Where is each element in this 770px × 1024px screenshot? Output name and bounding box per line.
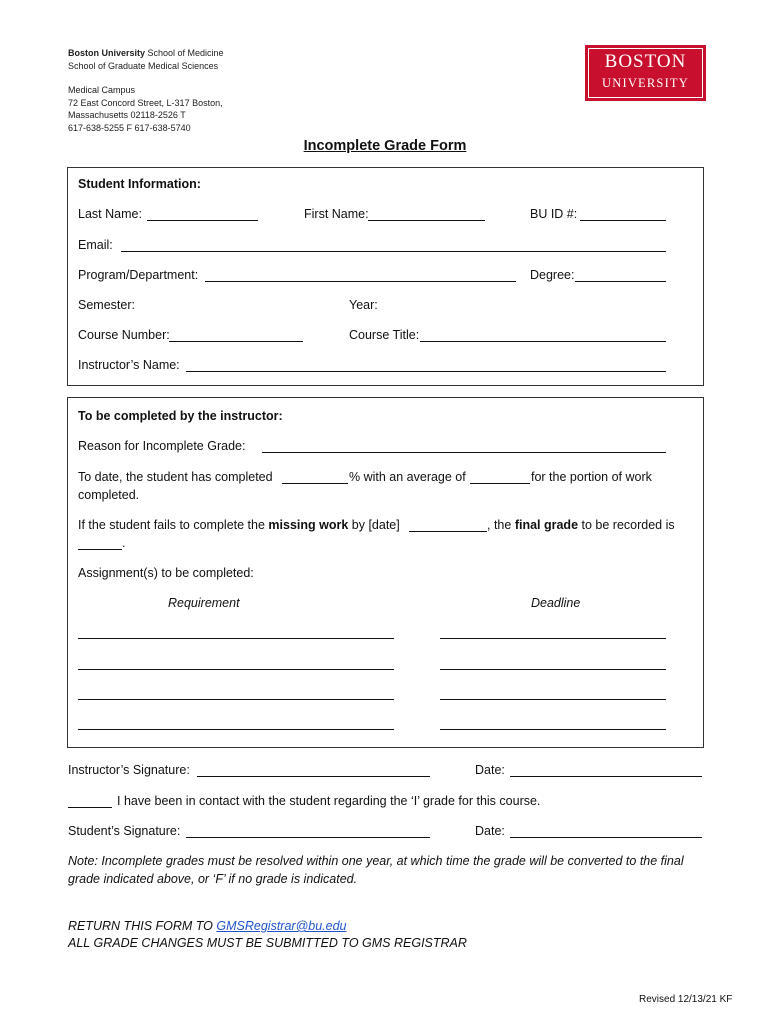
registrar-email-link[interactable]: GMSRegistrar@bu.edu [216,919,347,933]
return-line [68,919,347,934]
email-field[interactable] [121,238,666,252]
fail-line-2 [487,518,675,533]
student-signature-label: Student’s Signature: [68,824,181,838]
date-label-2: Date: [475,824,505,838]
boston-university-logo [585,45,706,101]
fail-end: . [122,536,126,550]
contact-statement: I have been in contact with the student regarding the ‘I’ grade for this course. [117,794,541,808]
fail-text-4: to be recorded is [581,518,675,532]
requirement-field-3[interactable] [78,686,394,700]
completed-text-4: completed. [78,488,140,502]
percent-field[interactable] [282,470,348,484]
semester-field[interactable] [140,298,290,313]
fail-line [78,518,400,533]
instructor-signature-field[interactable] [197,763,430,777]
deadline-field-4[interactable] [440,716,666,730]
first-name-label: First Name: [304,207,369,221]
degree-label: Degree: [530,268,575,282]
state-line: Massachusetts 02118-2526 T [68,110,186,120]
logo-line1: BOSTON [604,51,687,72]
contact-initials-field[interactable] [68,794,112,808]
fail-text-1: If the student fails to complete the [78,518,265,532]
date-field-2[interactable] [510,824,702,838]
street-line: 72 East Concord Street, L-317 Boston, [68,97,223,108]
final-grade-field[interactable] [78,536,122,550]
course-number-label: Course Number: [78,328,170,342]
completed-text-3: for the portion of work [531,470,652,484]
year-field[interactable] [384,298,494,313]
requirement-field-4[interactable] [78,716,394,730]
date-field-1[interactable] [510,763,702,777]
course-title-label: Course Title: [349,328,420,342]
deadline-field-2[interactable] [440,656,666,670]
requirement-field-2[interactable] [78,656,394,670]
requirement-heading: Requirement [168,596,240,610]
revised-date: Revised 12/13/21 KF [639,994,733,1005]
program-label: Program/Department: [78,268,199,282]
degree-field[interactable] [575,268,666,282]
final-grade-bold: final grade [514,518,579,532]
program-field[interactable] [205,268,516,282]
requirement-field-1[interactable] [78,625,394,639]
year-label: Year: [349,298,378,312]
deadline-heading: Deadline [531,596,581,610]
average-field[interactable] [470,470,530,484]
instructor-section-heading: To be completed by the instructor: [78,409,283,423]
date-label-1: Date: [475,763,505,777]
bu-id-field[interactable] [580,207,666,221]
reason-label: Reason for Incomplete Grade: [78,439,246,453]
completed-text-2: % with an average of [349,470,466,484]
campus-line: Medical Campus [68,85,136,95]
note-line-1: Note: Incomplete grades must be resolved within one year, at which time the grade will be converted to the final [68,854,684,868]
reason-field[interactable] [262,439,666,453]
instructor-name-label: Instructor’s Name: [78,358,180,372]
fail-text-2: by [date] [351,518,400,532]
semester-label: Semester: [78,298,135,312]
school-line: School of Graduate Medical Sciences [68,60,219,71]
instructor-signature-label: Instructor’s Signature: [68,763,190,777]
assignments-label: Assignment(s) to be completed: [78,566,254,580]
last-name-field[interactable] [147,207,258,221]
phone-line: 617-638-5255 F 617-638-5740 [68,122,191,133]
deadline-field-1[interactable] [440,625,666,639]
student-info-heading: Student Information: [78,177,201,191]
form-title: Incomplete Grade Form [303,138,467,154]
first-name-field[interactable] [368,207,485,221]
address-block [68,47,224,134]
logo-line2: UNIVERSITY [602,76,689,90]
all-grade-changes: ALL GRADE CHANGES MUST BE SUBMITTED TO GMS REGISTRAR [68,936,467,950]
fail-text-3: , the [487,518,512,532]
note-line-2: grade indicated above, or ‘F’ if no grade is indicated. [68,872,358,886]
org-name: Boston University [68,48,146,58]
missing-work-bold: missing work [268,518,349,532]
instructor-name-field[interactable] [186,358,666,372]
course-title-field[interactable] [420,328,666,342]
return-text: RETURN THIS FORM TO [68,919,217,933]
student-signature-field[interactable] [186,824,430,838]
deadline-field-3[interactable] [440,686,666,700]
org-line [68,47,224,60]
course-number-field[interactable] [169,328,303,342]
last-name-label: Last Name: [78,207,142,221]
email-label: Email: [78,238,113,252]
org-school: School of Medicine [145,48,224,58]
fail-date-field[interactable] [409,518,487,532]
bu-id-label: BU ID #: [530,207,578,221]
completed-text-1: To date, the student has completed [78,470,273,484]
